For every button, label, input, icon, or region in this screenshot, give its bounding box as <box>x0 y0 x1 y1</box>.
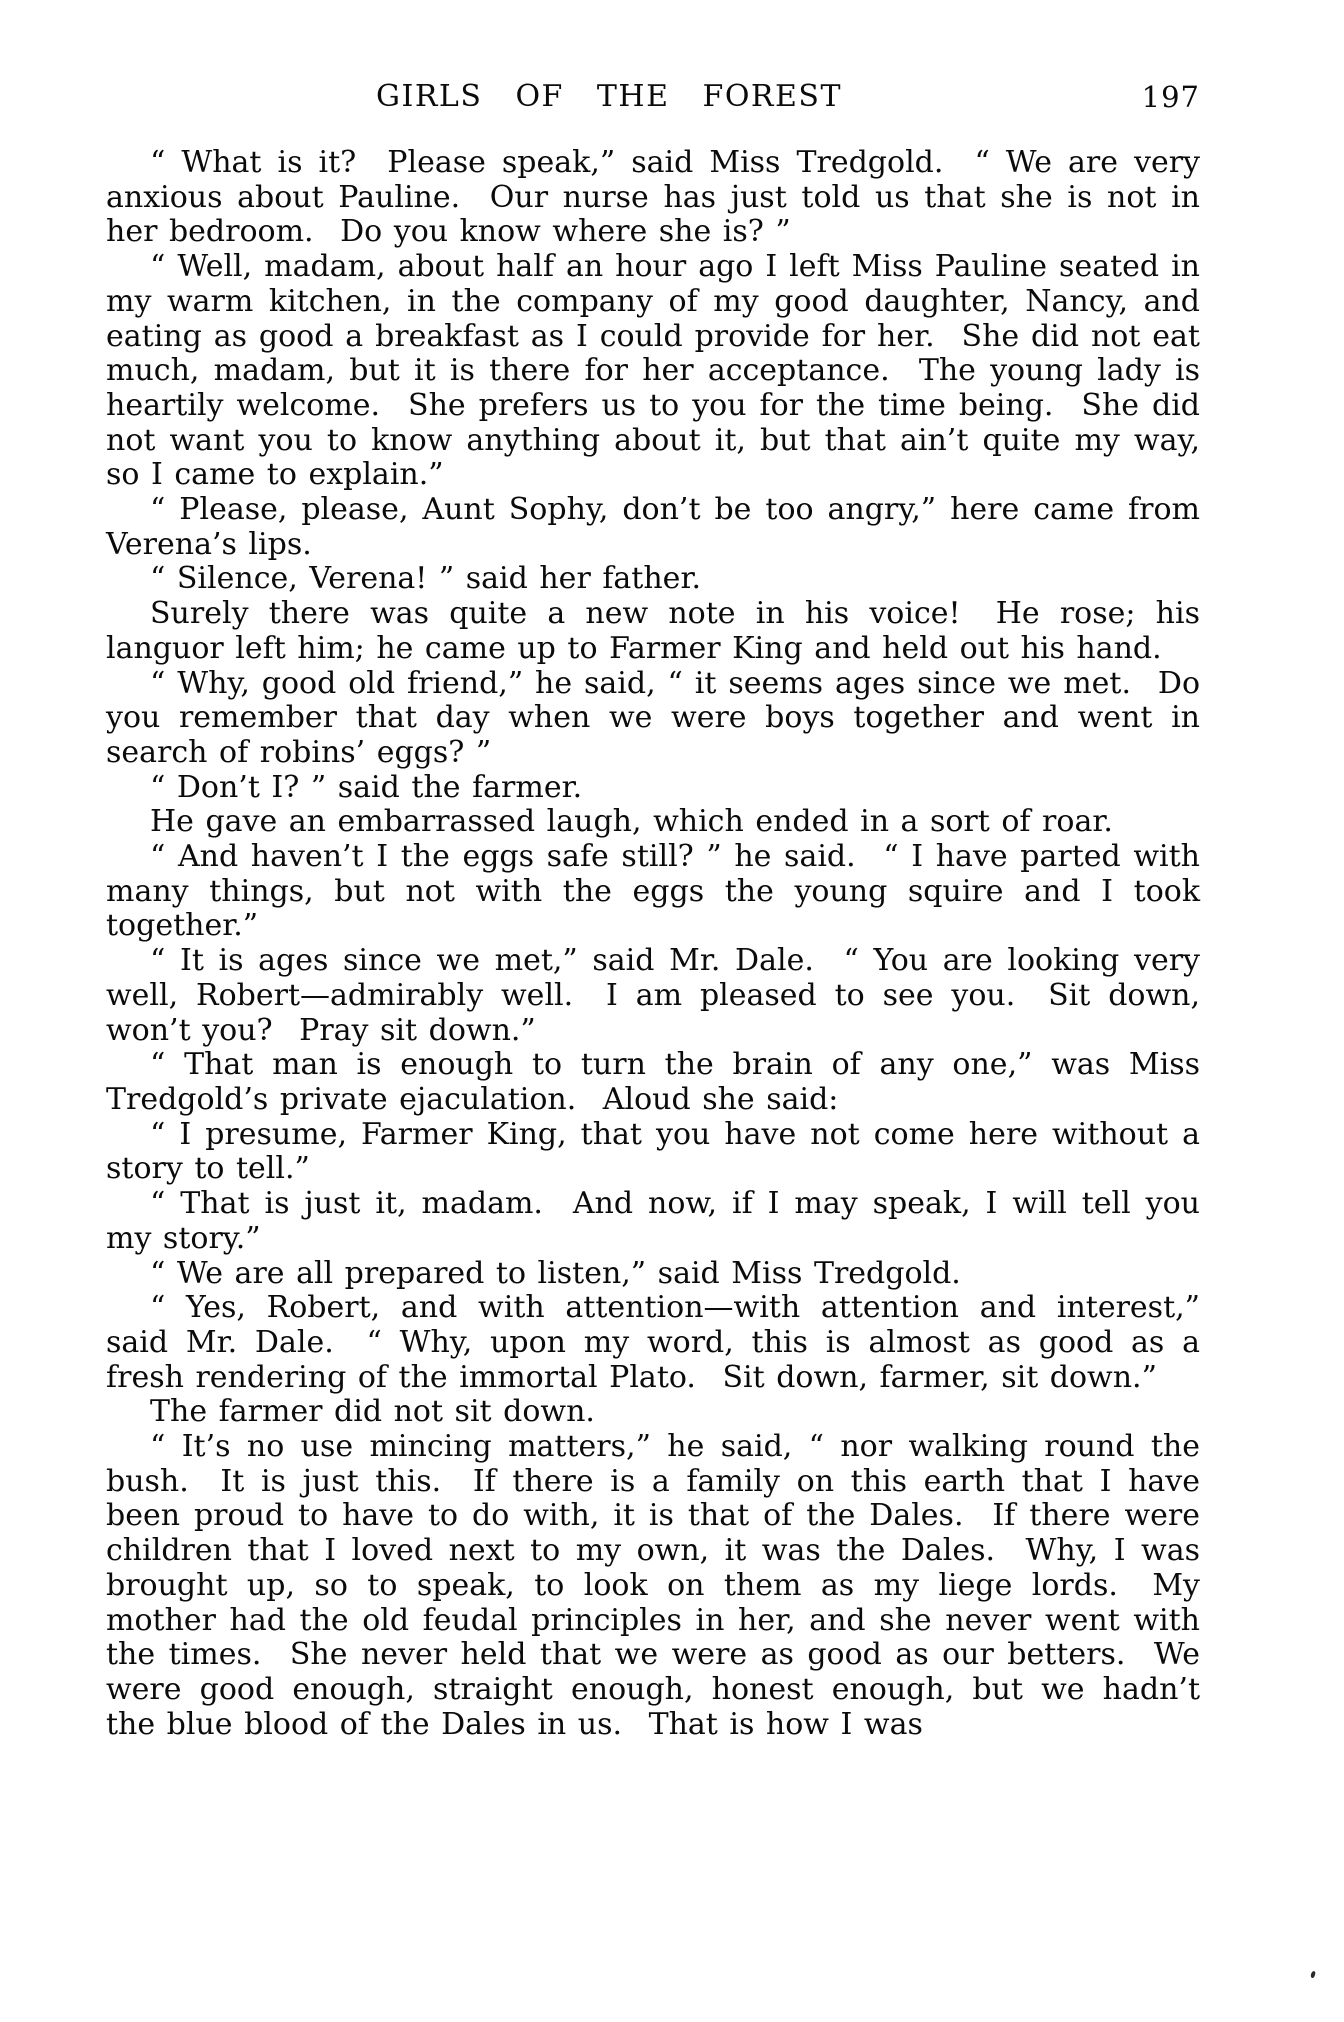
paragraph: “ Please, please, Aunt Sophy, don’t be too angry,” here came from Verena’s lips. <box>106 492 1200 562</box>
paragraph: “ And haven’t I the eggs safe still? ” he said. “ I have parted with many things, but not with the eggs the young squire and I took together.” <box>106 839 1200 944</box>
page-header <box>106 78 1200 116</box>
ink-speck <box>1310 1971 1316 1979</box>
paragraph: He gave an embarrassed laugh, which ended in a sort of roar. <box>150 804 1113 840</box>
running-head-title: GIRLS OF THE FOREST <box>376 79 842 114</box>
paragraph: “ That is just it, madam. And now, if I may speak, I will tell you my story.” <box>106 1186 1200 1256</box>
paragraph: “ It is ages since we met,” said Mr. Dale. “ You are looking very well, Robert—admirably well. I am pleased to see you. Sit down, won’t you? Pray sit down.” <box>106 943 1200 1048</box>
paragraph: “ What is it? Please speak,” said Miss Tredgold. “ We are very anxious about Pauline. Our nurse has just told us that she is not in her bedroom. Do you know where she is? ” <box>106 145 1200 250</box>
paragraph: “ Why, good old friend,” he said, “ it seems ages since we met. Do you remember that day when we were boys together and went in search of robins’ eggs? ” <box>106 665 1200 770</box>
paragraph: “ Yes, Robert, and with attention—with attention and interest,” said Mr. Dale. “ Why, upon my word, this is almost as good as a fresh rendering of the immortal Plato. Sit down, farmer, sit down.” <box>106 1290 1200 1395</box>
page-text <box>106 146 1200 1742</box>
paragraph: The farmer did not sit down. <box>150 1394 595 1430</box>
paragraph: “ It’s no use mincing matters,” he said, “ nor walking round the bush. It is just this. If there is a family on this earth that I have been proud to have to do with, it is that of the Dales. If there were children that I loved next to my own, it was the Dales. Why, I was brought up, so to speak, to look on them as my liege lords. My mother had the old feudal principles in her, and she never went with the times. She never held that we were as good as our betters. We were good enough, straight enough, honest enough, but we hadn’t the blue blood of the Dales in us. That is how I was <box>106 1429 1200 1742</box>
paragraph: “ Well, madam, about half an hour ago I left Miss Pauline seated in my warm kitchen, in the company of my good daughter, Nancy, and eating as good a breakfast as I could provide for her. She did not eat much, madam, but it is there for her acceptance. The young lady is heartily welcome. She prefers us to you for the time being. She did not want you to know anything about it, but that ain’t quite my way, so I came to explain.” <box>106 249 1200 493</box>
paragraph: “ We are all prepared to listen,” said Miss Tredgold. <box>150 1255 961 1291</box>
paragraph: “ Silence, Verena! ” said her father. <box>150 561 702 597</box>
paragraph: “ That man is enough to turn the brain of any one,” was Miss Tredgold’s private ejaculation. Aloud she said: <box>106 1047 1200 1117</box>
paragraph: “ I presume, Farmer King, that you have not come here without a story to tell.” <box>106 1116 1200 1187</box>
page-number: 197 <box>1141 80 1200 114</box>
paragraph: “ Don’t I? ” said the farmer. <box>150 769 583 805</box>
paragraph: Surely there was quite a new note in his voice! He rose; his languor left him; he came up to Farmer King and held out his hand. <box>106 596 1200 666</box>
